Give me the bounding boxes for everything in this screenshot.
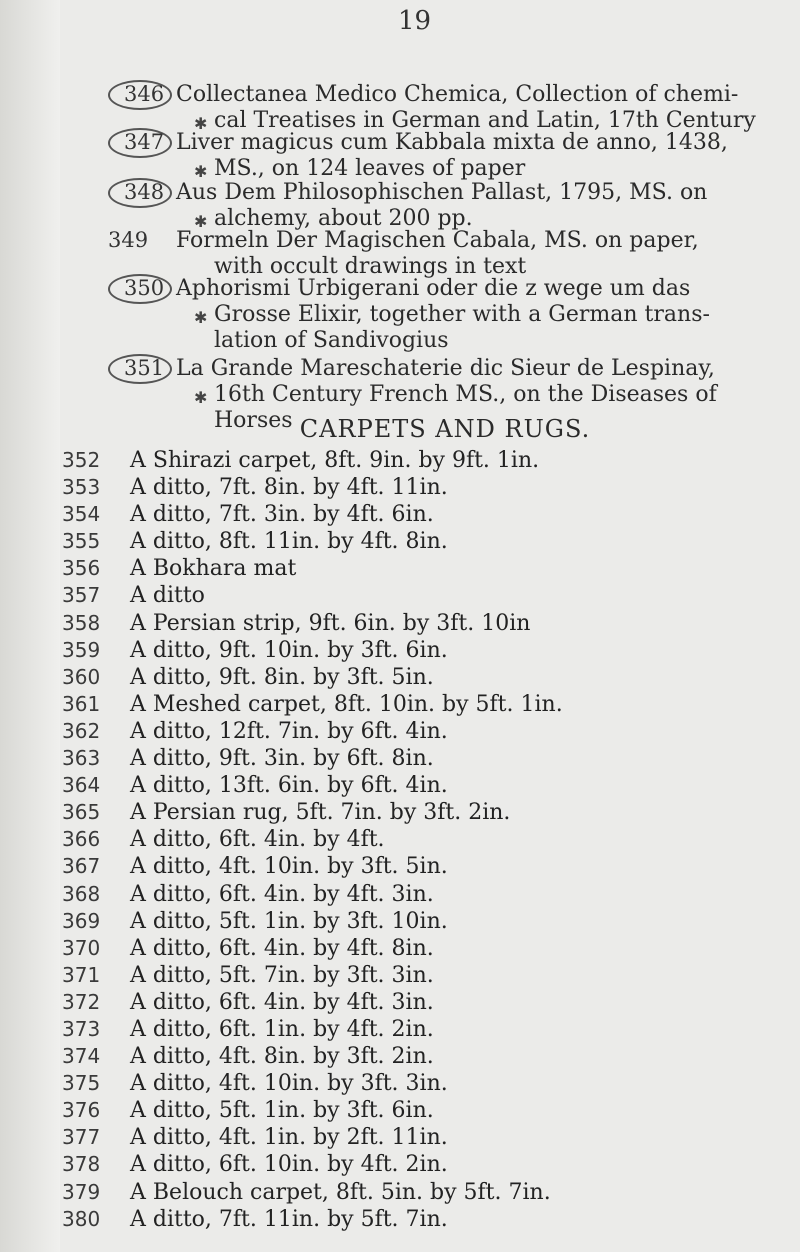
lot-continuation-line: alchemy, about 200 pp. [214, 206, 473, 231]
carpet-lot-row [62, 1180, 800, 1207]
lot-number: 380 [62, 1206, 101, 1231]
lot-continuation-line: MS., on 124 leaves of paper [214, 156, 526, 181]
carpet-lot-row [62, 990, 800, 1017]
lot-title-line: Aphorismi Urbigerani oder die z wege um das [176, 276, 691, 301]
carpet-lot-row [62, 936, 800, 963]
lot-number: 374 [62, 1044, 101, 1069]
carpet-lot-row [62, 556, 800, 583]
lot-description: A ditto, 7ft. 8in. by 4ft. 11in. [130, 475, 448, 501]
lot-title-line: La Grande Mareschaterie dic Sieur de Lespinay, [176, 356, 715, 381]
lot-number: 370 [62, 935, 101, 960]
lot-number: 350 [124, 276, 165, 300]
lot-description: A ditto, 6ft. 1in. by 4ft. 2in. [130, 1016, 434, 1042]
lot-description: A ditto, 5ft. 1in. by 3ft. 10in. [130, 908, 448, 934]
lot-description: A ditto, 6ft. 10in. by 4ft. 2in. [130, 1152, 448, 1178]
lot-description: A ditto, 4ft. 1in. by 2ft. 11in. [130, 1125, 448, 1151]
lot-description: A ditto, 5ft. 7in. by 3ft. 3in. [130, 962, 434, 988]
lot-continuation-line: Horses [214, 408, 293, 433]
lot-number: 378 [62, 1152, 101, 1177]
carpet-lot-row [62, 502, 800, 529]
lot-number: 361 [62, 691, 101, 716]
lot-description: A ditto, 5ft. 1in. by 3ft. 6in. [130, 1098, 434, 1124]
lot-description: A Belouch carpet, 8ft. 5in. by 5ft. 7in. [130, 1179, 551, 1205]
lot-number: 357 [62, 583, 101, 608]
carpet-lot-row [62, 882, 800, 909]
lot-number: 358 [62, 610, 101, 635]
carpet-lot-row [62, 909, 800, 936]
carpet-lot-row [62, 1152, 800, 1179]
lot-number: 369 [62, 908, 101, 933]
carpet-lot-row [62, 1071, 800, 1098]
lot-number: 351 [124, 356, 165, 380]
lot-number: 354 [62, 502, 101, 527]
lot-description: A ditto, 4ft. 8in. by 3ft. 2in. [130, 1044, 434, 1070]
asterisk-mark-icon: ✱ [194, 162, 208, 181]
lot-description: A ditto, 8ft. 11in. by 4ft. 8in. [130, 529, 448, 555]
carpet-lot-row [62, 773, 800, 800]
section-heading: CARPETS AND RUGS. [299, 415, 591, 443]
lot-description: A ditto, 4ft. 10in. by 3ft. 5in. [130, 854, 448, 880]
lot-number: 346 [124, 82, 165, 106]
carpet-lot-list [62, 448, 800, 1234]
lot-description: A ditto, 4ft. 10in. by 3ft. 3in. [130, 1071, 448, 1097]
lot-number: 348 [124, 180, 165, 204]
lot-number: 363 [62, 746, 101, 771]
carpet-lot-row [62, 827, 800, 854]
lot-description: A Shirazi carpet, 8ft. 9in. by 9ft. 1in. [130, 448, 540, 473]
asterisk-mark-icon: ✱ [194, 388, 208, 407]
carpet-lot-row [62, 963, 800, 990]
lot-number: 365 [62, 800, 101, 825]
lot-number: 371 [62, 962, 101, 987]
lot-description: A ditto, 6ft. 4in. by 4ft. 3in. [130, 881, 434, 907]
carpet-lot-row [62, 1207, 800, 1234]
lot-continuation-line: lation of Sandivogius [214, 328, 449, 353]
lot-number: 347 [124, 130, 165, 154]
lot-number: 362 [62, 718, 101, 743]
lot-title-line: Formeln Der Magischen Cabala, MS. on paper, [176, 228, 699, 253]
carpet-lot-row [62, 1017, 800, 1044]
lot-number: 366 [62, 827, 101, 852]
lot-number: 376 [62, 1098, 101, 1123]
lot-title-line: Aus Dem Philosophischen Pallast, 1795, MS. on [176, 180, 708, 205]
lot-number: 352 [62, 448, 101, 472]
lot-title-line: Liver magicus cum Kabbala mixta de anno, 1438, [176, 130, 728, 155]
lot-description: A ditto, 9ft. 3in. by 6ft. 8in. [130, 746, 434, 772]
lot-description: A ditto, 9ft. 10in. by 3ft. 6in. [130, 637, 448, 663]
lot-number: 368 [62, 881, 101, 906]
carpet-lot-row [62, 448, 800, 475]
lot-number: 360 [62, 664, 101, 689]
lot-description: A ditto, 7ft. 11in. by 5ft. 7in. [130, 1206, 448, 1232]
carpet-lot-row [62, 665, 800, 692]
carpet-lot-row [62, 692, 800, 719]
carpet-lot-row [62, 638, 800, 665]
lot-number: 355 [62, 529, 101, 554]
lot-description: A Meshed carpet, 8ft. 10in. by 5ft. 1in. [130, 691, 563, 717]
carpet-lot-row [62, 1125, 800, 1152]
lot-number: 367 [62, 854, 101, 879]
lot-description: A Persian strip, 9ft. 6in. by 3ft. 10in [130, 610, 531, 636]
lot-description: A ditto, 12ft. 7in. by 6ft. 4in. [130, 718, 448, 744]
lot-description: A ditto, 6ft. 4in. by 4ft. [130, 827, 385, 853]
lot-number: 373 [62, 1016, 101, 1041]
lot-description: A ditto [130, 583, 205, 609]
lot-description: A Persian rug, 5ft. 7in. by 3ft. 2in. [130, 800, 511, 826]
carpet-lot-row [62, 854, 800, 881]
carpet-lot-row [62, 475, 800, 502]
asterisk-mark-icon: ✱ [194, 212, 208, 231]
lot-title-line: Collectanea Medico Chemica, Collection of chemi- [176, 82, 739, 107]
lot-description: A ditto, 13ft. 6in. by 6ft. 4in. [130, 773, 448, 799]
lot-description: A ditto, 7ft. 3in. by 4ft. 6in. [130, 502, 434, 528]
carpet-lot-row [62, 1098, 800, 1125]
lot-number: 353 [62, 475, 101, 500]
carpet-lot-row [62, 1044, 800, 1071]
carpet-lot-row [62, 746, 800, 773]
lot-number: 372 [62, 989, 101, 1014]
lot-item [0, 276, 800, 353]
lot-number: 349 [108, 228, 149, 252]
lot-number: 377 [62, 1125, 101, 1150]
lot-continuation-line: with occult drawings in text [214, 254, 527, 279]
lot-number: 375 [62, 1071, 101, 1096]
carpet-lot-row [62, 529, 800, 556]
asterisk-mark-icon: ✱ [194, 308, 208, 327]
page-number: 19 [398, 6, 432, 36]
lot-number: 356 [62, 556, 101, 581]
lot-number: 364 [62, 773, 101, 798]
carpet-lot-row [62, 719, 800, 746]
lot-continuation-line: Grosse Elixir, together with a German trans- [214, 302, 710, 327]
lot-number: 379 [62, 1179, 101, 1204]
lot-description: A ditto, 9ft. 8in. by 3ft. 5in. [130, 664, 434, 690]
lot-number: 359 [62, 637, 101, 662]
lot-continuation-line: 16th Century French MS., on the Diseases of [214, 382, 717, 407]
asterisk-mark-icon: ✱ [194, 114, 208, 133]
lot-description: A Bokhara mat [130, 556, 297, 582]
carpet-lot-row [62, 611, 800, 638]
lot-continuation-line: cal Treatises in German and Latin, 17th Century [214, 108, 756, 133]
lot-description: A ditto, 6ft. 4in. by 4ft. 3in. [130, 989, 434, 1015]
carpet-lot-row [62, 583, 800, 610]
lot-description: A ditto, 6ft. 4in. by 4ft. 8in. [130, 935, 434, 961]
carpet-lot-row [62, 800, 800, 827]
